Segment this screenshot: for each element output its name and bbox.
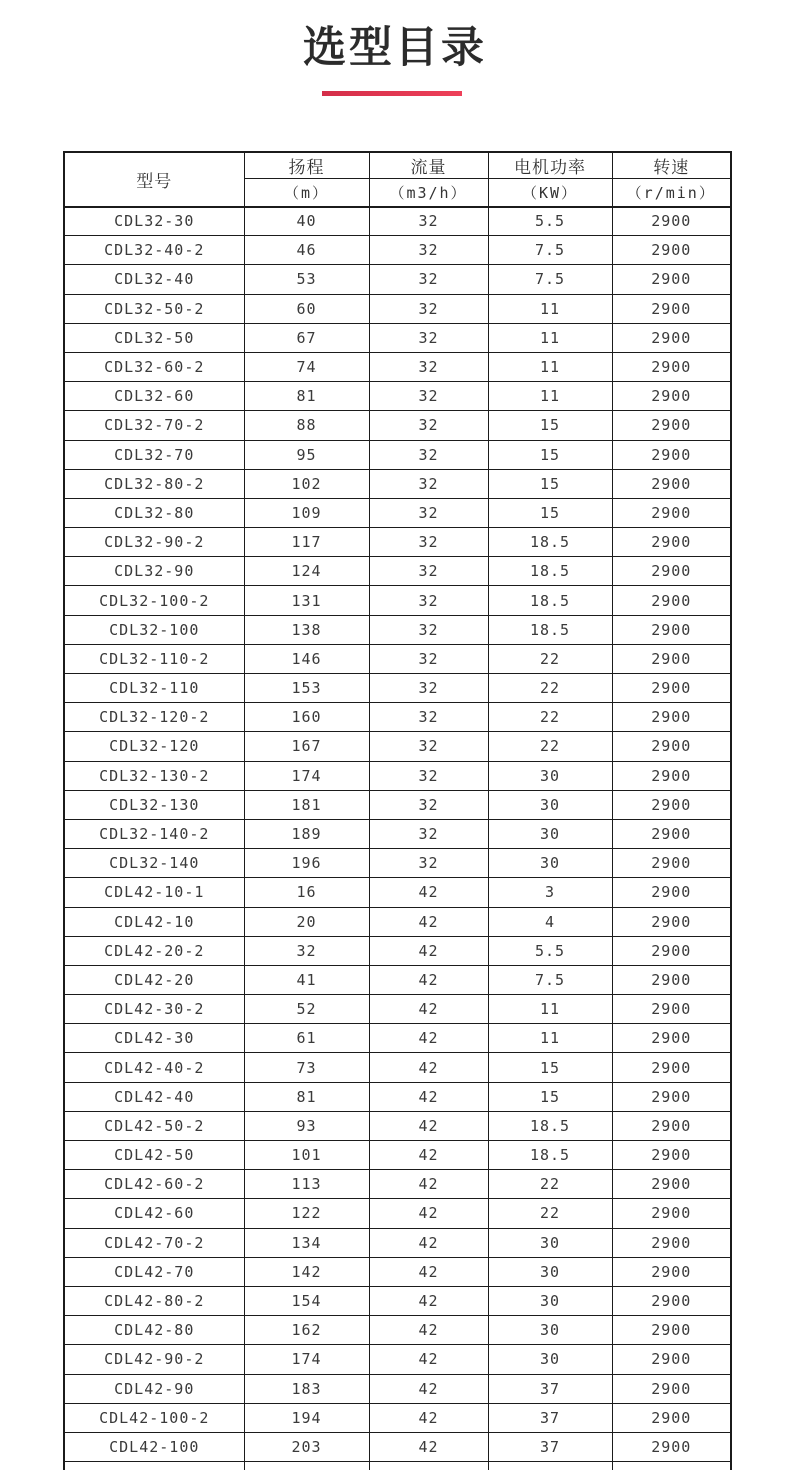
table-row [64, 1345, 731, 1374]
table-row [64, 674, 731, 703]
cell-speed: 2900 [612, 469, 731, 498]
cell-model: CDL42-20-2 [64, 936, 244, 965]
cell-flow: 42 [369, 1403, 488, 1432]
cell-speed: 2900 [612, 265, 731, 294]
cell-speed: 2900 [612, 1141, 731, 1170]
cell-head: 88 [244, 411, 369, 440]
cell-motor-power: 30 [488, 1316, 612, 1345]
cell-motor-power: 22 [488, 644, 612, 673]
cell-model: CDL42-10 [64, 907, 244, 936]
cell-motor-power: 11 [488, 1024, 612, 1053]
cell-flow: 42 [369, 1082, 488, 1111]
cell-model: CDL42-90-2 [64, 1345, 244, 1374]
cell-flow: 42 [369, 1316, 488, 1345]
cell-flow: 42 [369, 1170, 488, 1199]
page-title: 选型目录 [303, 23, 487, 73]
cell-head: 73 [244, 1053, 369, 1082]
cell-model: CDL32-130 [64, 790, 244, 819]
cell-flow: 42 [369, 1432, 488, 1461]
table-header [64, 152, 731, 207]
col-unit-speed: （r/min） [612, 179, 731, 207]
cell-speed: 2900 [612, 1111, 731, 1140]
cell-flow: 42 [369, 965, 488, 994]
cell-flow: 32 [369, 382, 488, 411]
cell-motor-power: 30 [488, 790, 612, 819]
cell-flow: 32 [369, 644, 488, 673]
cell-flow: 42 [369, 878, 488, 907]
cell-head: 153 [244, 674, 369, 703]
table-row [64, 819, 731, 848]
table-row [64, 382, 731, 411]
cell-head: 93 [244, 1111, 369, 1140]
cell-head: 113 [244, 1170, 369, 1199]
cell-speed: 2900 [612, 236, 731, 265]
table-row [64, 615, 731, 644]
cell-flow: 42 [369, 907, 488, 936]
cell-head: 183 [244, 1374, 369, 1403]
cell-speed: 2900 [612, 1345, 731, 1374]
col-header-head: 扬程 [244, 152, 369, 179]
cell-flow: 32 [369, 352, 488, 381]
cell-model: CDL32-100 [64, 615, 244, 644]
table-row [64, 352, 731, 381]
cell-speed: 2900 [612, 1286, 731, 1315]
cell-head: 117 [244, 528, 369, 557]
cell-flow: 42 [369, 1141, 488, 1170]
table-row [64, 703, 731, 732]
cell-motor-power: 11 [488, 294, 612, 323]
cell-model: CDL32-90 [64, 557, 244, 586]
cell-head: 20 [244, 907, 369, 936]
cell-model: CDL32-40-2 [64, 236, 244, 265]
cell-model: CDL42-100 [64, 1432, 244, 1461]
cell-speed: 2900 [612, 1432, 731, 1461]
table-row [64, 469, 731, 498]
cell-flow: 32 [369, 586, 488, 615]
col-header-motor-power: 电机功率 [488, 152, 612, 179]
cell-motor-power: 7.5 [488, 965, 612, 994]
cell-model: CDL32-100-2 [64, 586, 244, 615]
cell-speed: 2900 [612, 995, 731, 1024]
cell-model: CDL42-40 [64, 1082, 244, 1111]
table-row [64, 586, 731, 615]
cell-head: 154 [244, 1286, 369, 1315]
cell-flow: 42 [369, 1053, 488, 1082]
cell-head: 53 [244, 265, 369, 294]
cell-head: 102 [244, 469, 369, 498]
cell-model: CDL42-30 [64, 1024, 244, 1053]
cell-motor-power: 7.5 [488, 265, 612, 294]
cell-motor-power: 15 [488, 1053, 612, 1082]
cell-head: 60 [244, 294, 369, 323]
cell-motor-power: 30 [488, 1286, 612, 1315]
cell-motor-power: 11 [488, 995, 612, 1024]
table-row [64, 790, 731, 819]
cell-speed: 2900 [612, 411, 731, 440]
cell-motor-power: 18.5 [488, 586, 612, 615]
cell-motor-power: 37 [488, 1374, 612, 1403]
cell-flow: 32 [369, 615, 488, 644]
table-row [64, 207, 731, 236]
table-row [64, 1141, 731, 1170]
cell-motor-power: 4 [488, 907, 612, 936]
cell-motor-power: 18.5 [488, 1111, 612, 1140]
cell-model: CDL42-80-2 [64, 1286, 244, 1315]
table-row [64, 1082, 731, 1111]
cell-motor-power: 30 [488, 1345, 612, 1374]
table-row [64, 1257, 731, 1286]
cell-flow: 32 [369, 323, 488, 352]
cell-head: 61 [244, 1024, 369, 1053]
cell-model: CDL32-110 [64, 674, 244, 703]
cell-model: CDL42-80 [64, 1316, 244, 1345]
cell-speed: 2900 [612, 819, 731, 848]
table-row [64, 411, 731, 440]
cell-head: 101 [244, 1141, 369, 1170]
cell-head: 134 [244, 1228, 369, 1257]
cell-motor-power: 22 [488, 732, 612, 761]
cell-head: 95 [244, 440, 369, 469]
cell-flow: 32 [369, 528, 488, 557]
cell-head: 40 [244, 207, 369, 236]
cell-model: CDL32-40 [64, 265, 244, 294]
table-row [64, 1024, 731, 1053]
cell-motor-power: 30 [488, 761, 612, 790]
cell-flow: 42 [369, 995, 488, 1024]
cell-head: 32 [244, 936, 369, 965]
cell-head: 122 [244, 1199, 369, 1228]
col-unit-motor-power: （KW） [488, 179, 612, 207]
cell-head: 81 [244, 382, 369, 411]
cell-motor-power: 5.5 [488, 936, 612, 965]
cell-motor-power: 18.5 [488, 1141, 612, 1170]
cell-motor-power: 30 [488, 819, 612, 848]
col-unit-flow: （m3/h） [369, 179, 488, 207]
cell-model: CDL32-120-2 [64, 703, 244, 732]
col-header-model: 型号 [64, 152, 244, 207]
table-row [64, 644, 731, 673]
cell-model: CDL42-40-2 [64, 1053, 244, 1082]
cell-head: 46 [244, 236, 369, 265]
cell-motor-power: 22 [488, 1170, 612, 1199]
cell-flow: 42 [369, 1374, 488, 1403]
table-row [64, 528, 731, 557]
table-row [64, 323, 731, 352]
table-row [64, 1316, 731, 1345]
cell-model: CDL42-70-2 [64, 1228, 244, 1257]
cell-speed: 2900 [612, 936, 731, 965]
table-row [64, 907, 731, 936]
table-row [64, 1170, 731, 1199]
cell-model: CDL42-10-1 [64, 878, 244, 907]
table-row [64, 1432, 731, 1461]
cell-model: CDL32-110-2 [64, 644, 244, 673]
cell-motor-power: 22 [488, 1199, 612, 1228]
cell-motor-power: 37 [488, 1432, 612, 1461]
cell-motor-power: 15 [488, 411, 612, 440]
cell-motor-power: 30 [488, 1228, 612, 1257]
cell-flow: 42 [369, 1257, 488, 1286]
cell-head: 67 [244, 323, 369, 352]
table-row [64, 878, 731, 907]
cell-model: CDL32-30 [64, 207, 244, 236]
cell-flow: 42 [369, 1345, 488, 1374]
cell-flow: 42 [369, 1286, 488, 1315]
cell-head: 81 [244, 1082, 369, 1111]
cell-head: 167 [244, 732, 369, 761]
cell-speed: 2900 [612, 1053, 731, 1082]
cell-head: 174 [244, 1345, 369, 1374]
cell-speed: 2900 [612, 498, 731, 527]
cell-flow: 42 [369, 1024, 488, 1053]
cell-motor-power: 37 [488, 1403, 612, 1432]
cell-speed: 2900 [612, 323, 731, 352]
cell-head: 194 [244, 1403, 369, 1432]
cell-speed: 2900 [612, 440, 731, 469]
cell-flow: 32 [369, 265, 488, 294]
cell-model: CDL42-50-2 [64, 1111, 244, 1140]
cell-motor-power: 18.5 [488, 557, 612, 586]
cell-motor-power: 15 [488, 1082, 612, 1111]
table-row [64, 761, 731, 790]
cell-motor-power: 22 [488, 674, 612, 703]
cell-model: CDL32-80 [64, 498, 244, 527]
table-body-clipped [64, 1462, 731, 1470]
cell-flow: 42 [369, 936, 488, 965]
table-body [64, 207, 731, 1462]
cell-head: 41 [244, 965, 369, 994]
title-underline-accent [322, 91, 462, 96]
cell-speed: 2900 [612, 1199, 731, 1228]
cell-model: CDL32-140-2 [64, 819, 244, 848]
cell-flow: 32 [369, 761, 488, 790]
cell-model: CDL32-50-2 [64, 294, 244, 323]
cell-speed: 2900 [612, 294, 731, 323]
cell-motor-power: 7.5 [488, 236, 612, 265]
cell-speed: 2900 [612, 878, 731, 907]
cell-flow: 42 [369, 1199, 488, 1228]
col-unit-head: （m） [244, 179, 369, 207]
cell-speed: 2900 [612, 586, 731, 615]
table-row [64, 1286, 731, 1315]
cell-model: CDL32-70-2 [64, 411, 244, 440]
table-row [64, 265, 731, 294]
cell-flow: 42 [369, 1228, 488, 1257]
cell-flow: 32 [369, 236, 488, 265]
cell-flow: 32 [369, 411, 488, 440]
cell-model: CDL32-80-2 [64, 469, 244, 498]
cell-flow: 32 [369, 557, 488, 586]
cell-speed: 2900 [612, 790, 731, 819]
cell-speed: 2900 [612, 615, 731, 644]
table-row-partial [64, 1462, 731, 1470]
cell-speed: 2900 [612, 1316, 731, 1345]
cell-speed: 2900 [612, 1024, 731, 1053]
table-row [64, 294, 731, 323]
cell-motor-power: 3 [488, 878, 612, 907]
cell-speed: 2900 [612, 382, 731, 411]
table-row [64, 1111, 731, 1140]
table-row [64, 1199, 731, 1228]
cell-motor-power: 22 [488, 703, 612, 732]
cell-head: 146 [244, 644, 369, 673]
cell-motor-power: 18.5 [488, 615, 612, 644]
cell-motor-power: 11 [488, 352, 612, 381]
cell-model: CDL32-50 [64, 323, 244, 352]
cell-speed: 2900 [612, 1082, 731, 1111]
cell-model: CDL32-140 [64, 849, 244, 878]
cell-model: CDL42-60-2 [64, 1170, 244, 1199]
cell-speed: 2900 [612, 907, 731, 936]
cell-speed: 2900 [612, 1228, 731, 1257]
cell-speed: 2900 [612, 1170, 731, 1199]
cell-head: 196 [244, 849, 369, 878]
cell-speed: 2900 [612, 1257, 731, 1286]
cell-model: CDL42-60 [64, 1199, 244, 1228]
table-row [64, 1403, 731, 1432]
table-row [64, 557, 731, 586]
table-row [64, 440, 731, 469]
table-row [64, 236, 731, 265]
cell-model: CDL42-90 [64, 1374, 244, 1403]
table-row [64, 936, 731, 965]
table-row [64, 1374, 731, 1403]
cell-model: CDL42-100-2 [64, 1403, 244, 1432]
cell-head: 162 [244, 1316, 369, 1345]
cell-speed: 2900 [612, 352, 731, 381]
cell-flow: 32 [369, 469, 488, 498]
cell-flow: 32 [369, 207, 488, 236]
cell-head: 52 [244, 995, 369, 1024]
cell-flow: 32 [369, 440, 488, 469]
cell-speed: 2900 [612, 1403, 731, 1432]
cell-flow: 42 [369, 1111, 488, 1140]
table-row [64, 1053, 731, 1082]
cell-head: 203 [244, 1432, 369, 1461]
cell-head: 131 [244, 586, 369, 615]
col-header-flow: 流量 [369, 152, 488, 179]
cell-speed: 2900 [612, 965, 731, 994]
col-header-speed: 转速 [612, 152, 731, 179]
cell-model: CDL32-90-2 [64, 528, 244, 557]
cell-speed: 2900 [612, 849, 731, 878]
cell-speed: 2900 [612, 207, 731, 236]
cell-head: 138 [244, 615, 369, 644]
table-row [64, 995, 731, 1024]
cell-motor-power: 5.5 [488, 207, 612, 236]
cell-model: CDL42-30-2 [64, 995, 244, 1024]
cell-model: CDL32-120 [64, 732, 244, 761]
cell-flow: 32 [369, 498, 488, 527]
cell-head: 160 [244, 703, 369, 732]
cell-model: CDL42-50 [64, 1141, 244, 1170]
cell-model: CDL32-60-2 [64, 352, 244, 381]
cell-head: 74 [244, 352, 369, 381]
cell-flow: 32 [369, 732, 488, 761]
cell-model: CDL42-70 [64, 1257, 244, 1286]
cell-speed: 2900 [612, 557, 731, 586]
table-row [64, 498, 731, 527]
cell-head: 189 [244, 819, 369, 848]
cell-speed: 2900 [612, 644, 731, 673]
cell-flow: 32 [369, 790, 488, 819]
cell-flow: 32 [369, 819, 488, 848]
cell-motor-power: 30 [488, 1257, 612, 1286]
cell-head: 109 [244, 498, 369, 527]
table-row [64, 1228, 731, 1257]
cell-model: CDL32-70 [64, 440, 244, 469]
cell-speed: 2900 [612, 1374, 731, 1403]
cell-head: 142 [244, 1257, 369, 1286]
cell-motor-power: 30 [488, 849, 612, 878]
cell-speed: 2900 [612, 732, 731, 761]
cell-head: 181 [244, 790, 369, 819]
cell-motor-power: 11 [488, 382, 612, 411]
cell-head: 174 [244, 761, 369, 790]
cell-head: 16 [244, 878, 369, 907]
cell-flow: 32 [369, 703, 488, 732]
cell-speed: 2900 [612, 703, 731, 732]
cell-model: CDL32-130-2 [64, 761, 244, 790]
cell-flow: 32 [369, 674, 488, 703]
table-row [64, 965, 731, 994]
cell-head: 124 [244, 557, 369, 586]
cell-flow: 32 [369, 849, 488, 878]
table-row [64, 849, 731, 878]
cell-model: CDL32-60 [64, 382, 244, 411]
cell-flow: 32 [369, 294, 488, 323]
cell-motor-power: 15 [488, 469, 612, 498]
cell-motor-power: 11 [488, 323, 612, 352]
cell-motor-power: 18.5 [488, 528, 612, 557]
cell-model: CDL42-20 [64, 965, 244, 994]
cell-motor-power: 15 [488, 498, 612, 527]
cell-speed: 2900 [612, 674, 731, 703]
selection-catalog-table [63, 151, 732, 1470]
cell-speed: 2900 [612, 761, 731, 790]
cell-speed: 2900 [612, 528, 731, 557]
cell-motor-power: 15 [488, 440, 612, 469]
table-row [64, 732, 731, 761]
